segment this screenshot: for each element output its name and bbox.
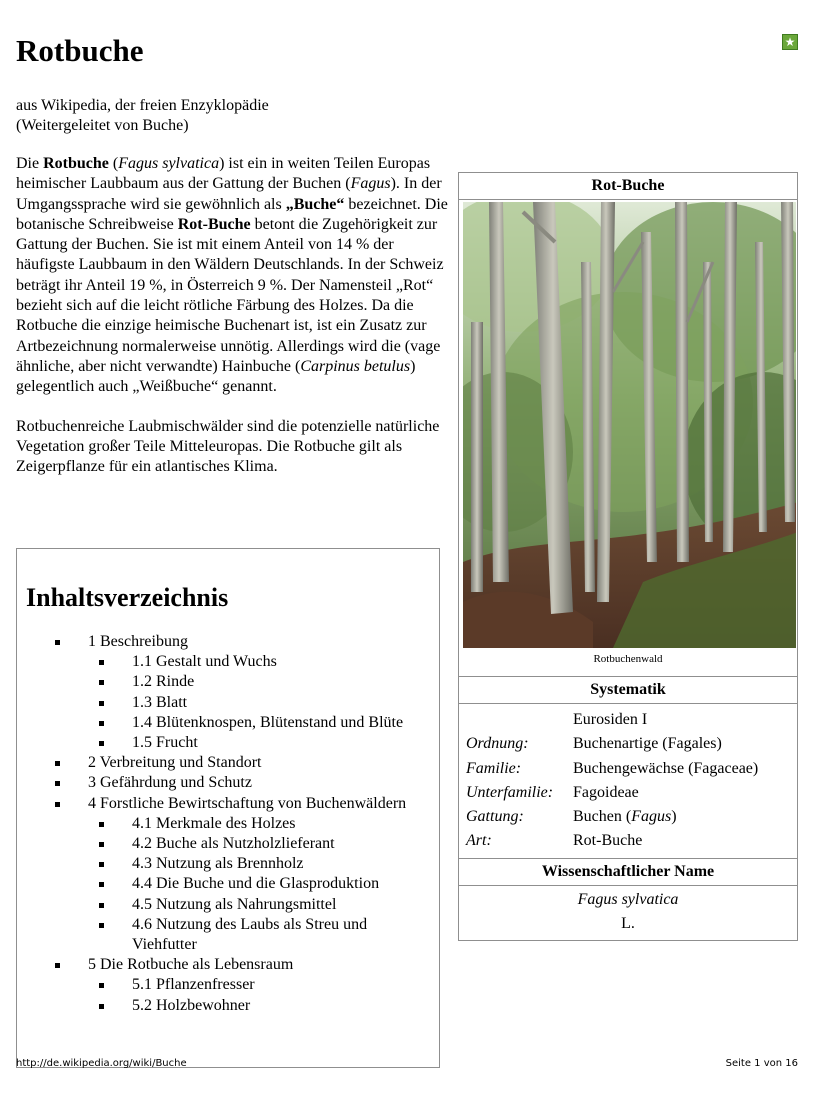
toc-item[interactable]: 4.1 Merkmale des Holzes — [17, 814, 437, 834]
toc-item[interactable]: 1 Beschreibung — [17, 632, 437, 652]
toc-item[interactable]: 1.2 Rinde — [17, 672, 437, 692]
taxonomy-value[interactable]: Fagoideae — [573, 783, 639, 801]
taxonomy-value[interactable]: Eurosiden I — [573, 711, 648, 728]
toc-item[interactable]: 1.4 Blütenknospen, Blütenstand und Blüte — [17, 713, 437, 733]
intro-run: ) gelegentlich auch „Weißbuche“ genannt. — [16, 357, 416, 396]
scientific-name-heading: Wissenschaftlicher Name — [459, 859, 797, 886]
taxonomy-value[interactable]: Buchengewächse (Fagaceae) — [573, 759, 759, 777]
taxonomy-rows — [459, 704, 797, 859]
footer-page-number: Seite 1 von 16 — [725, 1058, 798, 1069]
toc-item[interactable]: 4.4 Die Buche und die Glasproduktion — [17, 874, 437, 894]
scientific-name — [459, 886, 797, 940]
star-icon[interactable]: ★ — [782, 34, 798, 50]
toc-item[interactable]: 1.5 Frucht — [17, 733, 437, 753]
intro-run: „Buche“ — [285, 195, 345, 213]
taxonomy-row — [459, 708, 797, 732]
toc-item[interactable]: 4.5 Nutzung als Nahrungsmittel — [17, 895, 437, 915]
taxonomy-value[interactable]: Buchen (Fagus) — [573, 808, 677, 826]
taxonomy-value[interactable]: Rot-Buche — [573, 832, 643, 850]
intro-run: Fagus sylvatica — [118, 155, 220, 172]
taxonomy-rank: Unterfamilie: — [466, 783, 554, 801]
intro-paragraph-2: Rotbuchenreiche Laubmischwälder sind die potenzielle natürliche Vegetation großer Teile Mitteleuropas. Die Rotbuche gilt als Zeigerpflanze für ein atlantisches Klima. — [16, 417, 440, 476]
taxonomy-rank: Familie: — [466, 759, 522, 777]
scientific-name-author[interactable]: L. — [621, 914, 635, 932]
redirect-note[interactable]: (Weitergeleitet von Buche) — [16, 117, 189, 134]
intro-paragraph-1 — [16, 154, 448, 398]
taxonomy-rank: Gattung: — [466, 808, 524, 826]
toc-item[interactable]: 5 Die Rotbuche als Lebensraum — [17, 955, 437, 975]
intro-text — [16, 154, 448, 496]
taxonomy-rank: Ordnung: — [466, 735, 529, 753]
toc-item[interactable]: 1.1 Gestalt und Wuchs — [17, 652, 437, 672]
intro-run: Die — [16, 155, 44, 172]
taxonomy-row — [459, 757, 797, 781]
page-subtitle — [16, 96, 269, 136]
intro-run: Rot-Buche — [177, 215, 251, 233]
systematik-heading: Systematik — [459, 677, 797, 704]
toc-item[interactable]: 4 Forstliche Bewirtschaftung von Buchenwäldern — [17, 794, 437, 814]
intro-run: ) ist ein in weiten Teilen Europas heimischer Laubbaum aus der Gattung der Buchen ( — [16, 155, 431, 193]
toc-item[interactable]: 4.3 Nutzung als Brennholz — [17, 854, 437, 874]
toc-item[interactable]: 4.6 Nutzung des Laubs als Streu und Viehfutter — [17, 915, 437, 955]
taxobox-title: Rot-Buche — [459, 173, 797, 200]
taxonomy-row — [459, 805, 797, 829]
table-of-contents — [16, 548, 440, 1068]
taxonomy-value[interactable]: Buchenartige (Fagales) — [573, 735, 722, 753]
footer-url: http://de.wikipedia.org/wiki/Buche — [16, 1058, 187, 1069]
intro-run: Carpinus betulus — [300, 357, 411, 375]
image-caption: Rotbuchenwald — [459, 648, 797, 677]
toc-item[interactable]: 3 Gefährdung und Schutz — [17, 773, 437, 793]
toc-list — [17, 632, 437, 1016]
intro-run: betont die Zugehörigkeit zur Gattung der Buchen. Sie ist mit einem Anteil von 14 % der häufigste Laubbaum in den Wäldern Deutschlands. In der Schweiz beträgt ihr Anteil 19 %, in Österreich 9 %. Der Namensteil „Rot“ bezieht sich auf die leicht rötliche Färbung des Holzes. Da die Rotbuche die einzige heimische Buchenart ist, ist ein Zusatz zur Artbezeichnung normalerweise unnötig. Allerdings wird die (vage ähnliche, aber nicht verwandte) Hainbuche ( — [16, 215, 444, 375]
source-note: aus Wikipedia, der freien Enzyklopädie — [16, 97, 269, 114]
taxonomy-rank: Art: — [466, 832, 492, 850]
intro-run: Fagus — [350, 175, 391, 193]
taxonomy-row — [459, 829, 797, 853]
toc-item[interactable]: 2 Verbreitung und Standort — [17, 753, 437, 773]
intro-run: Rotbuche — [43, 155, 109, 172]
toc-item[interactable]: 5.1 Pflanzenfresser — [17, 975, 437, 995]
toc-item[interactable]: 1.3 Blatt — [17, 693, 437, 713]
scientific-name-binomial: Fagus sylvatica — [577, 890, 679, 908]
page-title: Rotbuche — [16, 33, 144, 68]
beech-forest-image[interactable] — [463, 202, 796, 648]
toc-item[interactable]: 4.2 Buche als Nutzholzlieferant — [17, 834, 437, 854]
toc-item[interactable]: 5.2 Holzbewohner — [17, 996, 437, 1016]
taxonomy-row — [459, 732, 797, 756]
intro-run: bezeichnet. Die botanische Schreibweise — [16, 195, 448, 233]
intro-run: ). In der Umgangssprache wird sie gewöhnlich als — [16, 175, 442, 213]
taxobox — [458, 172, 798, 941]
intro-run: ( — [108, 155, 119, 172]
toc-heading: Inhaltsverzeichnis — [26, 583, 229, 612]
taxonomy-row — [459, 781, 797, 805]
